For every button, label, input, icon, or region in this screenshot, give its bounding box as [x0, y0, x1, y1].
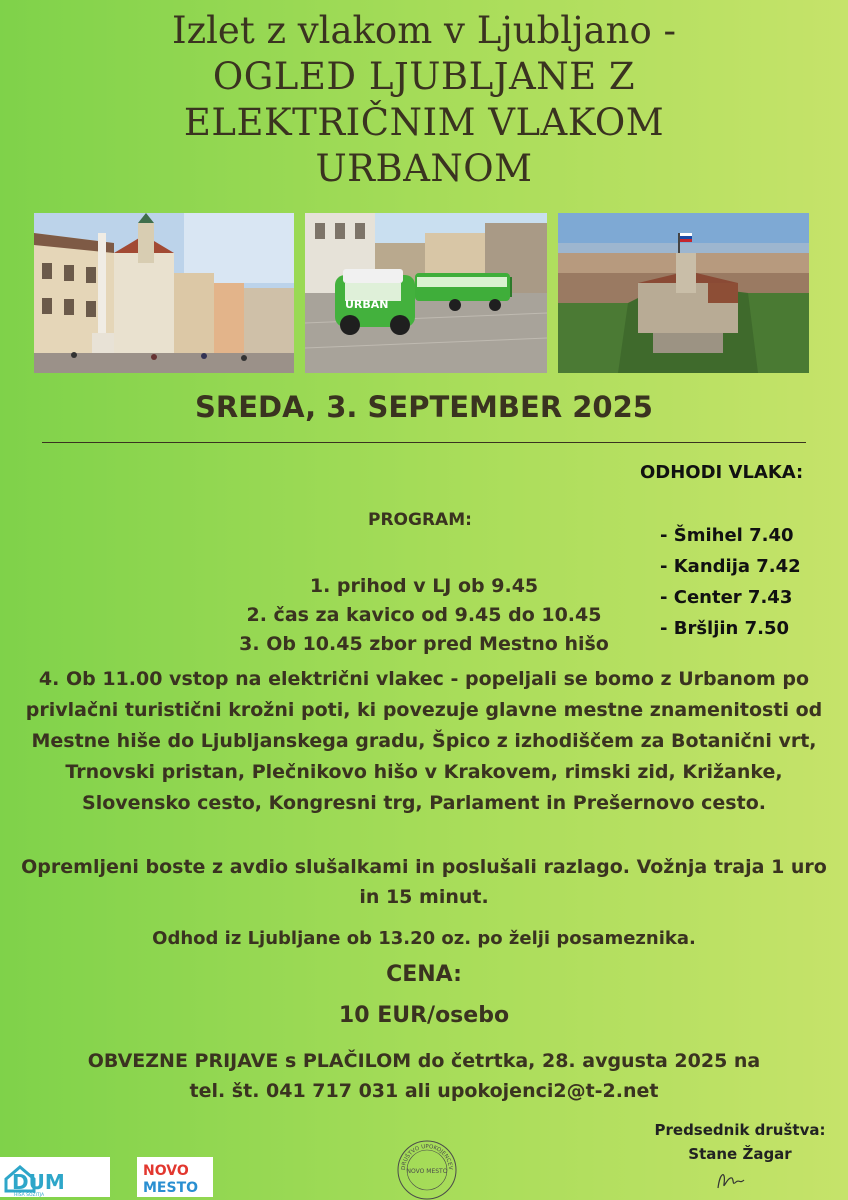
program-item-3: 3. Ob 10.45 zbor pred Mestno hišo — [239, 633, 609, 655]
seal-ring-text: DRUŠTVO UPOKOJENCEV — [400, 1143, 454, 1171]
poster-title — [0, 8, 848, 192]
president-name: Stane Žagar — [688, 1145, 792, 1163]
program-item-4-line: 4. Ob 11.00 vstop na električni vlakec - popeljali se bomo z Urbanom po — [38, 668, 810, 690]
novo-mesto-logo-bottom: MESTO — [143, 1180, 199, 1196]
novo-mesto-logo — [137, 1157, 213, 1197]
seal-center-text: NOVO MESTO — [406, 1168, 448, 1175]
title-line-2: OGLED LJUBLJANE Z — [212, 55, 636, 98]
train-label: URBAN — [345, 298, 389, 311]
event-date: SREDA, 3. SEPTEMBER 2025 — [195, 390, 653, 424]
audio-info-line: Opremljeni boste z avdio slušalkami in poslušali razlago. Vožnja traja 1 uro — [21, 856, 827, 878]
departure-item: - Center 7.43 — [660, 587, 793, 608]
dum-logo-text: DUM — [12, 1170, 65, 1194]
departure-item: - Bršljin 7.50 — [660, 618, 790, 639]
program-item-4 — [0, 664, 848, 819]
title-line-4: URBANOM — [315, 147, 533, 190]
audio-info-line: in 15 minut. — [359, 886, 489, 908]
program-title: PROGRAM: — [368, 510, 472, 530]
signup-line: tel. št. 041 717 031 ali upokojenci2@t-2.net — [189, 1080, 659, 1102]
novo-mesto-logo-top: NOVO — [143, 1163, 189, 1179]
signature — [712, 1166, 752, 1194]
divider — [42, 442, 806, 443]
program-item-4-line: Slovensko cesto, Kongresni trg, Parlament in Prešernovo cesto. — [82, 792, 766, 814]
departure-item: - Šmihel 7.40 — [660, 525, 794, 546]
program-item-4-line: Mestne hiše do Ljubljanskega gradu, Špico z izhodiščem za Botanični vrt, — [31, 730, 817, 752]
departure-item: - Kandija 7.42 — [660, 556, 801, 577]
title-line-1: Izlet z vlakom v Ljubljano - — [171, 9, 677, 52]
president-role: Predsednik društva: — [654, 1121, 826, 1139]
price-label: CENA: — [386, 962, 462, 987]
photo-electric-train — [305, 213, 547, 373]
president-block — [640, 1118, 840, 1166]
program-item-2: 2. čas za kavico od 9.45 do 10.45 — [246, 604, 602, 626]
dum-logo — [0, 1157, 110, 1197]
photo-town-square — [34, 213, 294, 373]
program-item-1: 1. prihod v LJ ob 9.45 — [309, 575, 539, 597]
program-item-4-line: Trnovski pristan, Plečnikovo hišo v Krakovem, rimski zid, Križanke, — [65, 761, 783, 783]
title-line-3: ELEKTRIČNIM VLAKOM — [183, 101, 665, 144]
return-departure: Odhod iz Ljubljane ob 13.20 oz. po želji posameznika. — [152, 928, 696, 949]
departures-title: ODHODI VLAKA: — [640, 462, 804, 483]
program-item-4-line: privlačni turistični krožni poti, ki povezuje glavne mestne znamenitosti od — [25, 699, 823, 721]
dum-logo-subtext: HIŠA SOŽITJA — [14, 1193, 45, 1197]
signup-info — [0, 1046, 848, 1106]
price-value: 10 EUR/osebo — [338, 1003, 510, 1028]
association-seal — [395, 1138, 459, 1200]
signup-line: OBVEZNE PRIJAVE s PLAČILOM do četrtka, 28. avgusta 2025 na — [87, 1050, 761, 1072]
audio-info — [0, 852, 848, 912]
photo-ljubljana-castle — [558, 213, 809, 373]
